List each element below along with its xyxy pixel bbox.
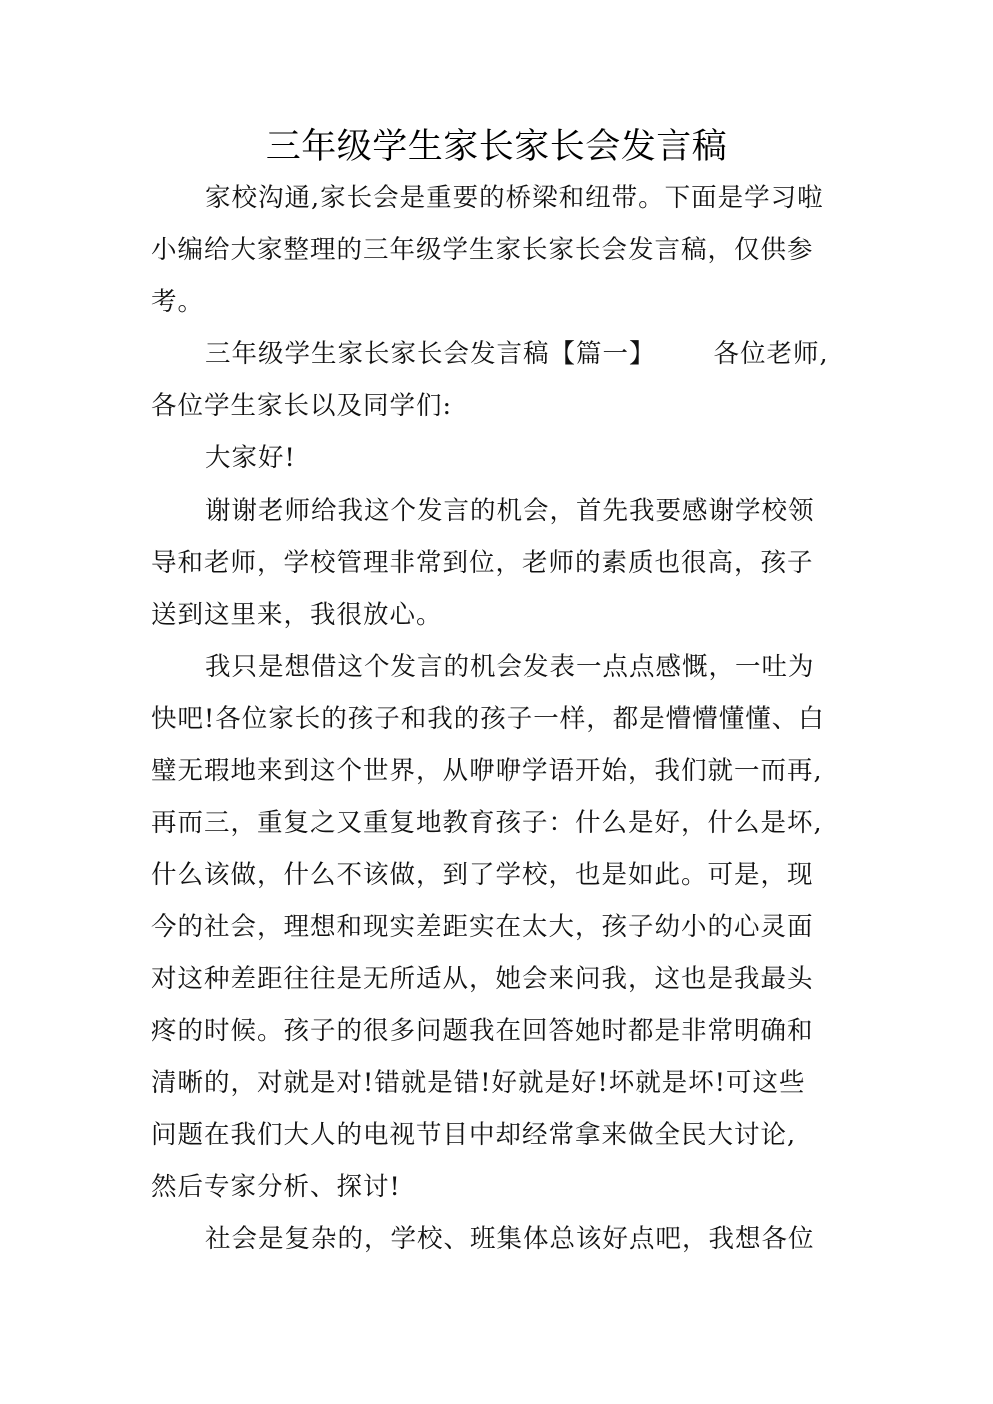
thanks-line-3: 送到这里来，我很放心。 (151, 600, 443, 630)
body-line-3: 璧无瑕地来到这个世界，从咿咿学语开始，我们就一而再, (151, 756, 823, 786)
body-line-6: 今的社会，理想和现实差距实在太大，孩子幼小的心灵面 (151, 912, 814, 942)
body-line-10: 问题在我们大人的电视节目中却经常拿来做全民大讨论, (151, 1120, 797, 1150)
document-title: 三年级学生家长家长会发言稿 (265, 127, 728, 167)
section-heading: 三年级学生家长家长会发言稿【篇一】 (205, 339, 656, 369)
body-line-4: 再而三，重复之又重复地教育孩子：什么是好，什么是坏, (151, 808, 823, 838)
body-line-1: 我只是想借这个发言的机会发表一点点感慨，一吐为 (205, 652, 815, 682)
society-line-1: 社会是复杂的，学校、班集体总该好点吧，我想各位 (205, 1224, 815, 1254)
salutation-line-2: 各位学生家长以及同学们: (151, 391, 453, 421)
salutation-start: 各位老师, (713, 339, 829, 369)
thanks-line-2: 导和老师，学校管理非常到位，老师的素质也很高，孩子 (151, 548, 814, 578)
body-line-2: 快吧!各位家长的孩子和我的孩子一样，都是懵懵懂懂、白 (151, 704, 825, 734)
greeting-line: 大家好! (205, 443, 296, 473)
body-line-5: 什么该做，什么不该做，到了学校，也是如此。可是，现 (151, 860, 814, 890)
body-line-7: 对这种差距往往是无所适从，她会来问我，这也是我最头 (151, 964, 814, 994)
body-line-9: 清晰的，对就是对!错就是错!好就是好!坏就是坏!可这些 (151, 1068, 806, 1098)
body-line-8: 疼的时候。孩子的很多问题我在回答她时都是非常明确和 (151, 1016, 814, 1046)
body-line-11: 然后专家分析、探讨! (151, 1172, 401, 1202)
intro-line-3: 考。 (151, 287, 205, 317)
intro-line-2: 小编给大家整理的三年级学生家长家长会发言稿，仅供参 (151, 235, 814, 265)
section-heading-line (205, 337, 895, 371)
thanks-line-1: 谢谢老师给我这个发言的机会，首先我要感谢学校领 (205, 496, 815, 526)
intro-line-1: 家校沟通,家长会是重要的桥梁和纽带。下面是学习啦 (205, 183, 824, 213)
